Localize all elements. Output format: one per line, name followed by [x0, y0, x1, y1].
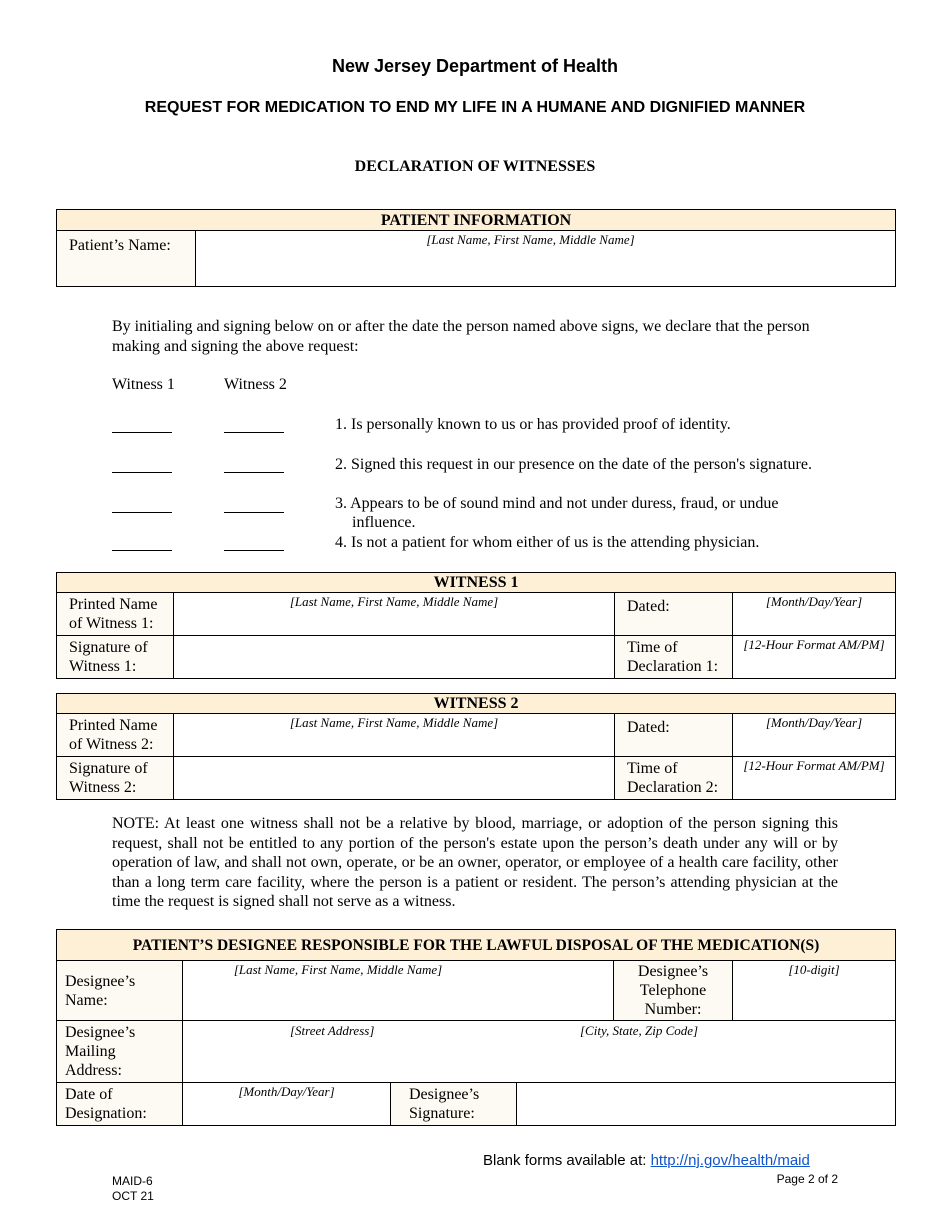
witness1-initial-line[interactable]	[112, 472, 172, 473]
patient-name-label: Patient’s Name:	[57, 231, 196, 287]
statement-1: 1. Is personally known to us or has provided proof of identity.	[335, 416, 731, 433]
organization-title: New Jersey Department of Health	[331, 56, 619, 76]
witness-note: NOTE: At least one witness shall not be a relative by blood, marriage, or adoption of the person signing this request, shall not be entitled to any portion of the person's estate upon the person’s death under any will or by operation of law, and shall not own, operate, or be an owner, operator, or employee of a health care facility, other than a long term care facility, where the person is a patient or resident. The person’s attending physician at the time the request is signed shall not serve as a witness.	[112, 815, 838, 910]
designation-date-hint: [Month/Day/Year]	[238, 1084, 335, 1099]
witness1-time-field[interactable]	[733, 636, 896, 679]
designee-name-label: Designee’s Name:	[57, 961, 183, 1021]
form-code: MAID-6	[112, 1174, 153, 1188]
designee-address-label: Designee’s Mailing Address:	[57, 1021, 183, 1083]
designee-phone-hint: [10-digit]	[788, 962, 840, 977]
designee-table	[56, 929, 896, 1126]
forms-link[interactable]: http://nj.gov/health/maid	[650, 1152, 810, 1169]
witness2-initial-line[interactable]	[224, 432, 284, 433]
designee-city-hint: [City, State, Zip Code]	[580, 1023, 699, 1038]
witness2-initial-line[interactable]	[224, 472, 284, 473]
witness2-time-hint: [12-Hour Format AM/PM]	[743, 758, 885, 773]
witness1-dated-label: Dated:	[615, 593, 733, 636]
statement-2: 2. Signed this request in our presence on the date of the person's signature.	[335, 456, 812, 473]
blank-forms-note	[483, 1152, 810, 1169]
witness1-initial-line[interactable]	[112, 512, 172, 513]
designee-signature-field[interactable]	[517, 1083, 896, 1126]
witness1-initial-line[interactable]	[112, 432, 172, 433]
designee-street-hint: [Street Address]	[290, 1023, 375, 1038]
witness1-printed-name-label: Printed Name of Witness 1:	[57, 593, 174, 636]
address-hints	[187, 1022, 891, 1058]
witness2-printed-name-field[interactable]	[174, 714, 615, 757]
blank-forms-text: Blank forms available at:	[483, 1152, 651, 1169]
designee-name-hint: [Last Name, First Name, Middle Name]	[233, 962, 443, 977]
designee-name-field[interactable]	[183, 961, 614, 1021]
witness1-date-field[interactable]	[733, 593, 896, 636]
designation-date-label: Date of Designation:	[57, 1083, 183, 1126]
statement-3: 3. Appears to be of sound mind and not under duress, fraud, or undue influence.	[335, 495, 779, 531]
witness1-signature-label: Signature of Witness 1:	[57, 636, 174, 679]
designee-address-field[interactable]	[183, 1021, 896, 1083]
statement-4: 4. Is not a patient for whom either of us is the attending physician.	[335, 534, 760, 551]
witness2-printed-name-label: Printed Name of Witness 2:	[57, 714, 174, 757]
witness2-header: WITNESS 2	[57, 694, 896, 714]
witness1-header: WITNESS 1	[57, 573, 896, 593]
witness2-date-field[interactable]	[733, 714, 896, 757]
witness1-date-hint: [Month/Day/Year]	[765, 594, 863, 609]
intro-paragraph: By initialing and signing below on or after the date the person named above signs, we declare that the person making and signing the above request:	[112, 318, 810, 355]
witness2-name-hint: [Last Name, First Name, Middle Name]	[289, 715, 499, 730]
patient-name-field[interactable]	[196, 231, 896, 287]
designee-header: PATIENT’S DESIGNEE RESPONSIBLE FOR THE LAWFUL DISPOSAL OF THE MEDICATION(S)	[57, 930, 896, 961]
witness1-printed-name-field[interactable]	[174, 593, 615, 636]
request-title: REQUEST FOR MEDICATION TO END MY LIFE IN A HUMANE AND DIGNIFIED MANNER	[144, 99, 806, 116]
witness2-signature-field[interactable]	[174, 757, 615, 800]
designee-phone-label: Designee’s Telephone Number:	[614, 961, 733, 1021]
witness2-column-heading: Witness 2	[224, 376, 287, 393]
witness1-time-label: Time of Declaration 1:	[615, 636, 733, 679]
witness2-time-field[interactable]	[733, 757, 896, 800]
witness1-signature-field[interactable]	[174, 636, 615, 679]
witness1-table	[56, 572, 896, 679]
designee-phone-field[interactable]	[733, 961, 896, 1021]
page-number: Page 2 of 2	[776, 1172, 838, 1186]
patient-info-header: PATIENT INFORMATION	[57, 210, 896, 231]
witness2-initial-line[interactable]	[224, 512, 284, 513]
witness1-time-hint: [12-Hour Format AM/PM]	[743, 637, 885, 652]
witness1-initial-line[interactable]	[112, 550, 172, 551]
witness2-date-hint: [Month/Day/Year]	[765, 715, 863, 730]
witness2-dated-label: Dated:	[615, 714, 733, 757]
witness2-signature-label: Signature of Witness 2:	[57, 757, 174, 800]
witness2-table	[56, 693, 896, 800]
declaration-title: DECLARATION OF WITNESSES	[354, 158, 596, 175]
designation-date-field[interactable]	[183, 1083, 391, 1126]
witness1-column-heading: Witness 1	[112, 376, 175, 393]
patient-info-table	[56, 209, 896, 287]
form-date: OCT 21	[112, 1189, 154, 1203]
witness2-time-label: Time of Declaration 2:	[615, 757, 733, 800]
designee-signature-label: Designee’s Signature:	[391, 1083, 517, 1126]
witness2-initial-line[interactable]	[224, 550, 284, 551]
witness1-name-hint: [Last Name, First Name, Middle Name]	[289, 594, 499, 609]
patient-name-hint: [Last Name, First Name, Middle Name]	[426, 232, 635, 247]
